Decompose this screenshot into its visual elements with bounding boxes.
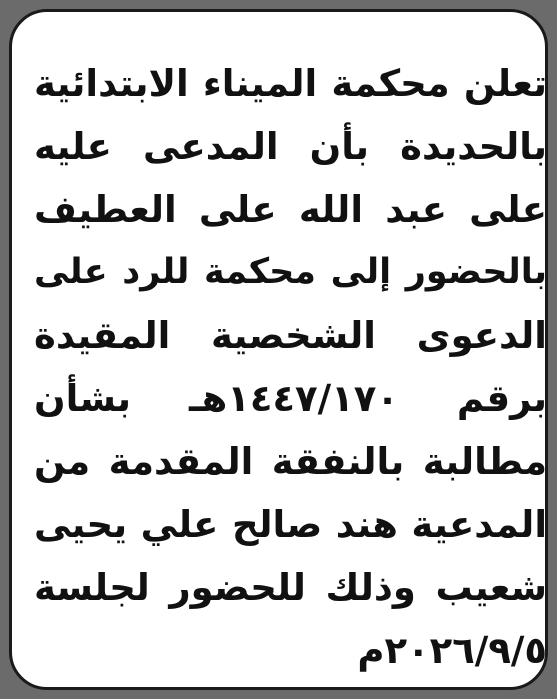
notice-line-1: تعلن محكمة الميناء الابتدائية bbox=[34, 62, 547, 105]
notice-line-4: بالحضور إلى محكمة للرد على bbox=[34, 252, 547, 292]
notice-line-9: شعيب وذلك للحضور لجلسة bbox=[34, 566, 547, 609]
notice-card bbox=[9, 9, 548, 690]
notice-line-5: الدعوى الشخصية المقيدة bbox=[34, 314, 547, 357]
notice-text bbox=[34, 52, 547, 682]
notice-line-7: مطالبة بالنفقة المقدمة من bbox=[34, 440, 547, 483]
notice-line-2: بالحديدة بأن المدعى عليه bbox=[34, 125, 547, 168]
notice-line-8: المدعية هند صالح علي يحيى bbox=[34, 503, 547, 546]
notice-session-date: ٢٠٢٦/٩/٥م bbox=[357, 629, 547, 672]
notice-line-3: على عبد الله على العطيف bbox=[34, 188, 547, 231]
notice-line-6: برقم ١٤٤٧/١٧٠هـ بشأن bbox=[34, 377, 547, 420]
